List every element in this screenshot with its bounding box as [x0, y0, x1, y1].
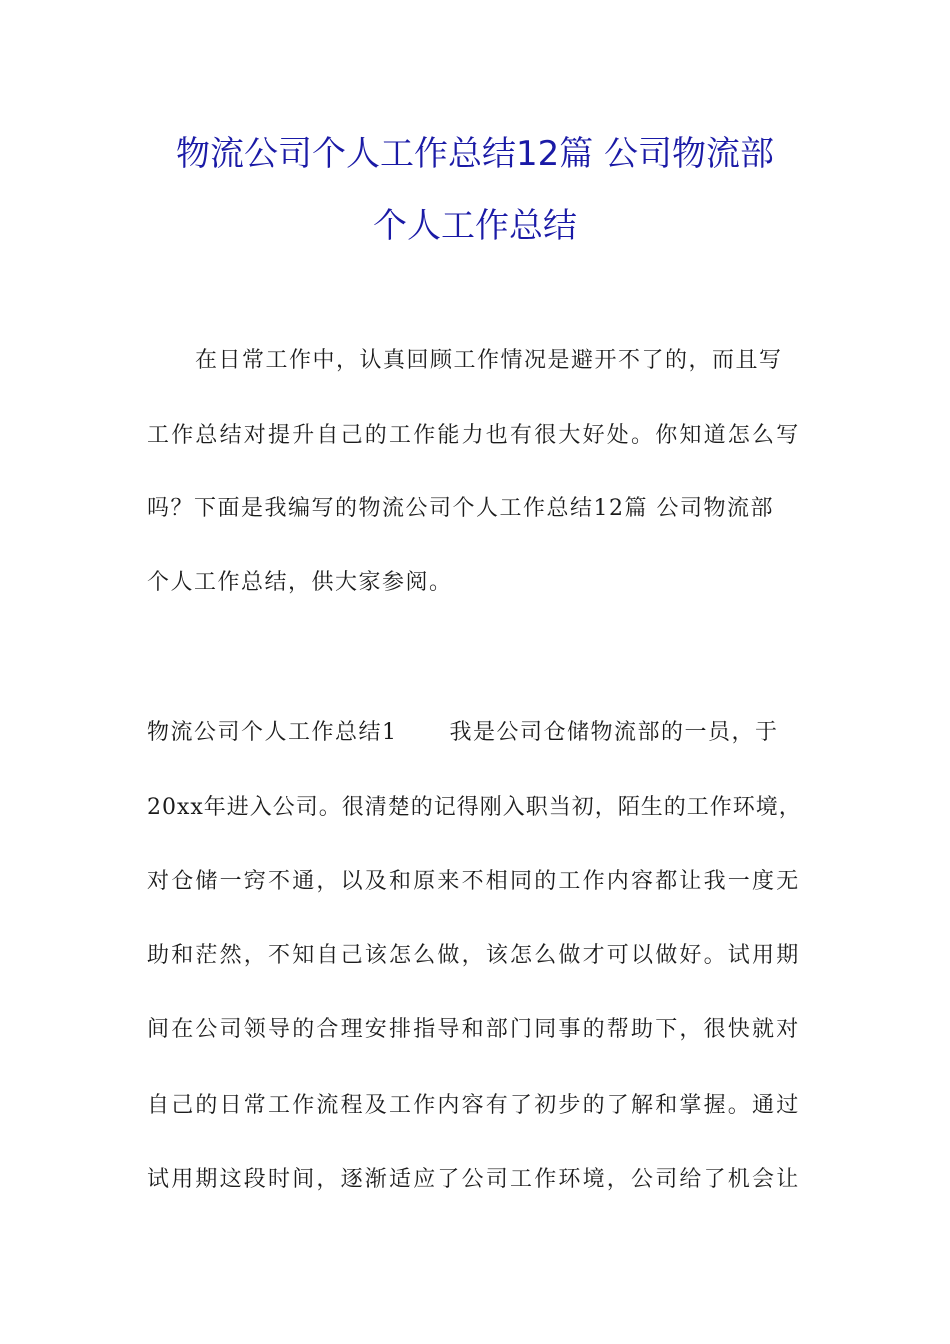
section-1-line-5: 间在公司领导的合理安排指导和部门同事的帮助下，很快就对: [147, 1017, 801, 1042]
document-title-line-1: 物流公司个人工作总结12篇 公司物流部: [175, 134, 775, 174]
intro-line-4: 个人工作总结，供大家参阅。: [147, 570, 453, 595]
section-1-line-4: 助和茫然，不知自己该怎么做，该怎么做才可以做好。试用期: [147, 943, 801, 968]
section-1-line-3: 对仓储一窍不通，以及和原来不相同的工作内容都让我一度无: [147, 869, 801, 894]
section-1-line-7: 试用期这段时间，逐渐适应了公司工作环境，公司给了机会让: [147, 1167, 801, 1192]
section-1-first-line: [147, 718, 807, 748]
section-1-heading: 物流公司个人工作总结1: [147, 720, 398, 745]
section-1-first-text: 我是公司仓储物流部的一员，于: [449, 720, 779, 745]
section-1-line-2: 20xx年进入公司。很清楚的记得刚入职当初，陌生的工作环境，: [147, 795, 802, 820]
intro-line-1: 在日常工作中，认真回顾工作情况是避开不了的，而且写: [195, 348, 783, 373]
intro-line-2: 工作总结对提升自己的工作能力也有很大好处。你知道怎么写: [147, 423, 801, 448]
intro-line-3: 吗？下面是我编写的物流公司个人工作总结12篇 公司物流部: [147, 496, 774, 521]
section-1-line-6: 自己的日常工作流程及工作内容有了初步的了解和掌握。通过: [147, 1093, 801, 1118]
document-title-line-2: 个人工作总结: [373, 206, 577, 246]
